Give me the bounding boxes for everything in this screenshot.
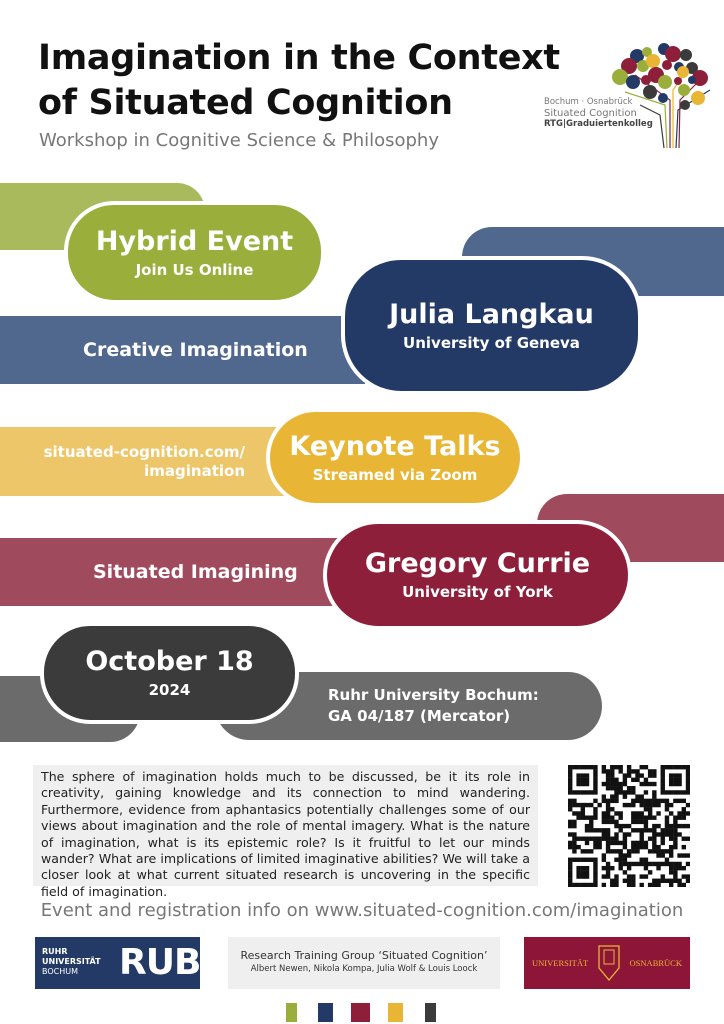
speaker-affiliation: University of Geneva	[403, 333, 580, 352]
talk-stripe-2	[0, 538, 350, 606]
website-link[interactable]: imagination	[144, 461, 245, 480]
qr-code[interactable]	[568, 765, 690, 887]
osnabrueck-crest-icon	[596, 944, 622, 982]
tree-logo-icon	[540, 30, 720, 150]
badge-title: Keynote Talks	[289, 430, 501, 462]
title-line: of Situated Cognition	[38, 83, 453, 123]
qr-code-icon	[568, 765, 690, 887]
rub-logo	[35, 937, 200, 989]
badge-subtitle: Join Us Online	[135, 260, 254, 279]
keynote-badge	[266, 408, 524, 507]
color-swatch-dark	[425, 1003, 436, 1022]
color-swatch-navy	[318, 1003, 333, 1022]
logo-line: Bochum · Osnabrück	[544, 97, 633, 107]
logo-text	[544, 97, 653, 130]
speaker-julia-langkau	[341, 256, 642, 395]
rtg-box	[228, 937, 500, 989]
date-year: 2024	[148, 681, 191, 699]
website-link[interactable]: situated-cognition.com/	[43, 442, 245, 461]
osnabrueck-text: UNIVERSITÄT	[532, 958, 589, 968]
speaker-gregory-currie	[323, 520, 632, 630]
badge-title: Hybrid Event	[95, 225, 294, 257]
description: The sphere of imagination holds much to be discussed, be it its role in creativity, gaining knowledge and its connection to mind wandering. Furthermore, evidence from aphantasics potentially challenges some of our views about imagination and the role of mental imagery. What is the nature of imagination, what is its epistemic role? Is it fruitful to let our minds wander? What are implications of limited imaginative abilities? We will take a closer look at what current situated research is uncovering in the specific field of imagination.	[33, 765, 538, 886]
page-title	[38, 36, 560, 126]
badge-subtitle: Streamed via Zoom	[312, 465, 478, 484]
talk-title: Situated Imagining	[93, 561, 298, 583]
rub-line: UNIVERSITÄT	[42, 957, 101, 966]
speaker-affiliation: University of York	[402, 583, 553, 601]
date-day: October 18	[85, 646, 254, 677]
color-swatch-green	[286, 1003, 297, 1022]
osnabrueck-logo	[524, 937, 690, 989]
talk-title: Creative Imagination	[83, 339, 308, 361]
venue-line: GA 04/187 (Mercator)	[328, 707, 511, 725]
registration-info[interactable]: Event and registration info on www.situated-cognition.com/imagination	[40, 900, 684, 921]
venue-line: Ruhr University Bochum:	[328, 686, 539, 704]
rtg-people: Albert Newen, Nikola Kompa, Julia Wolf & Louis Loock	[250, 964, 478, 974]
website-stripe	[0, 427, 285, 496]
rub-mark: RUB	[119, 942, 201, 983]
hybrid-event-badge	[64, 201, 325, 304]
rub-line: RUHR	[42, 947, 68, 956]
date-badge	[40, 622, 299, 724]
subtitle: Workshop in Cognitive Science & Philosophy	[39, 130, 439, 151]
speaker-name: Gregory Currie	[364, 548, 591, 579]
osnabrueck-text: OSNABRÜCK	[629, 958, 682, 968]
rub-line: BOCHUM	[42, 967, 79, 976]
logo-line: Situated Cognition	[544, 108, 637, 119]
talk-stripe-1	[0, 316, 365, 384]
color-swatch-yellow	[388, 1003, 403, 1022]
rtg-logo	[540, 30, 720, 150]
speaker-name: Julia Langkau	[389, 298, 594, 330]
color-swatch-maroon	[351, 1003, 370, 1022]
rtg-title: Research Training Group ‘Situated Cognition’	[240, 949, 488, 962]
logo-line: RTG|Graduiertenkolleg	[544, 119, 653, 129]
title-line: Imagination in the Context	[38, 38, 560, 78]
